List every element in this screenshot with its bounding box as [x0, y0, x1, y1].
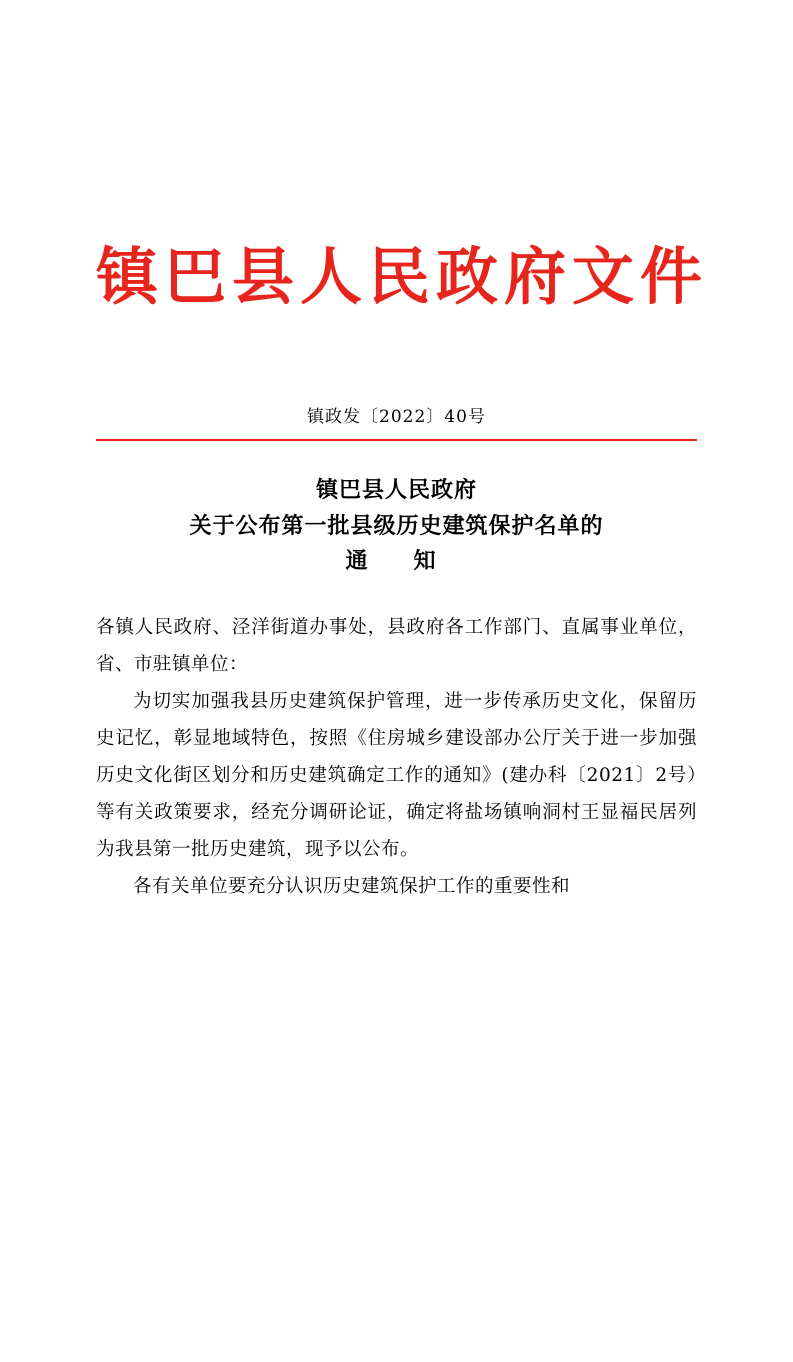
- body-paragraph-1: 为切实加强我县历史建筑保护管理，进一步传承历史文化，保留历史记忆，彰显地域特色，按照《住房城乡建设部办公厅关于进一步加强历史文化街区划分和历史建筑确定工作的通知》(建办科〔2021〕2号）等有关政策要求，经充分调研论证，确定将盐场镇响洞村王显福民居列为我县第一批历史建筑，现予以公布。: [96, 690, 697, 860]
- document-title-block: [96, 473, 697, 579]
- document-body: [96, 609, 697, 905]
- document-masthead-title: 镇巴县人民政府文件: [96, 240, 709, 313]
- document-number: 镇政发〔2022〕40号: [307, 407, 486, 428]
- document-title-line-3: 通 知: [345, 547, 448, 574]
- document-page: [0, 240, 793, 1362]
- document-title-line-1: 镇巴县人民政府: [315, 477, 477, 504]
- body-paragraph-2: 各有关单位要充分认识历史建筑保护工作的重要性和: [133, 875, 571, 897]
- document-title-line-2: 关于公布第一批县级历史建筑保护名单的: [189, 512, 604, 539]
- body-paragraph-salutation: 各镇人民政府、泾洋街道办事处，县政府各工作部门、直属事业单位，省、市驻镇单位：: [96, 616, 697, 675]
- red-horizontal-rule: [96, 439, 697, 441]
